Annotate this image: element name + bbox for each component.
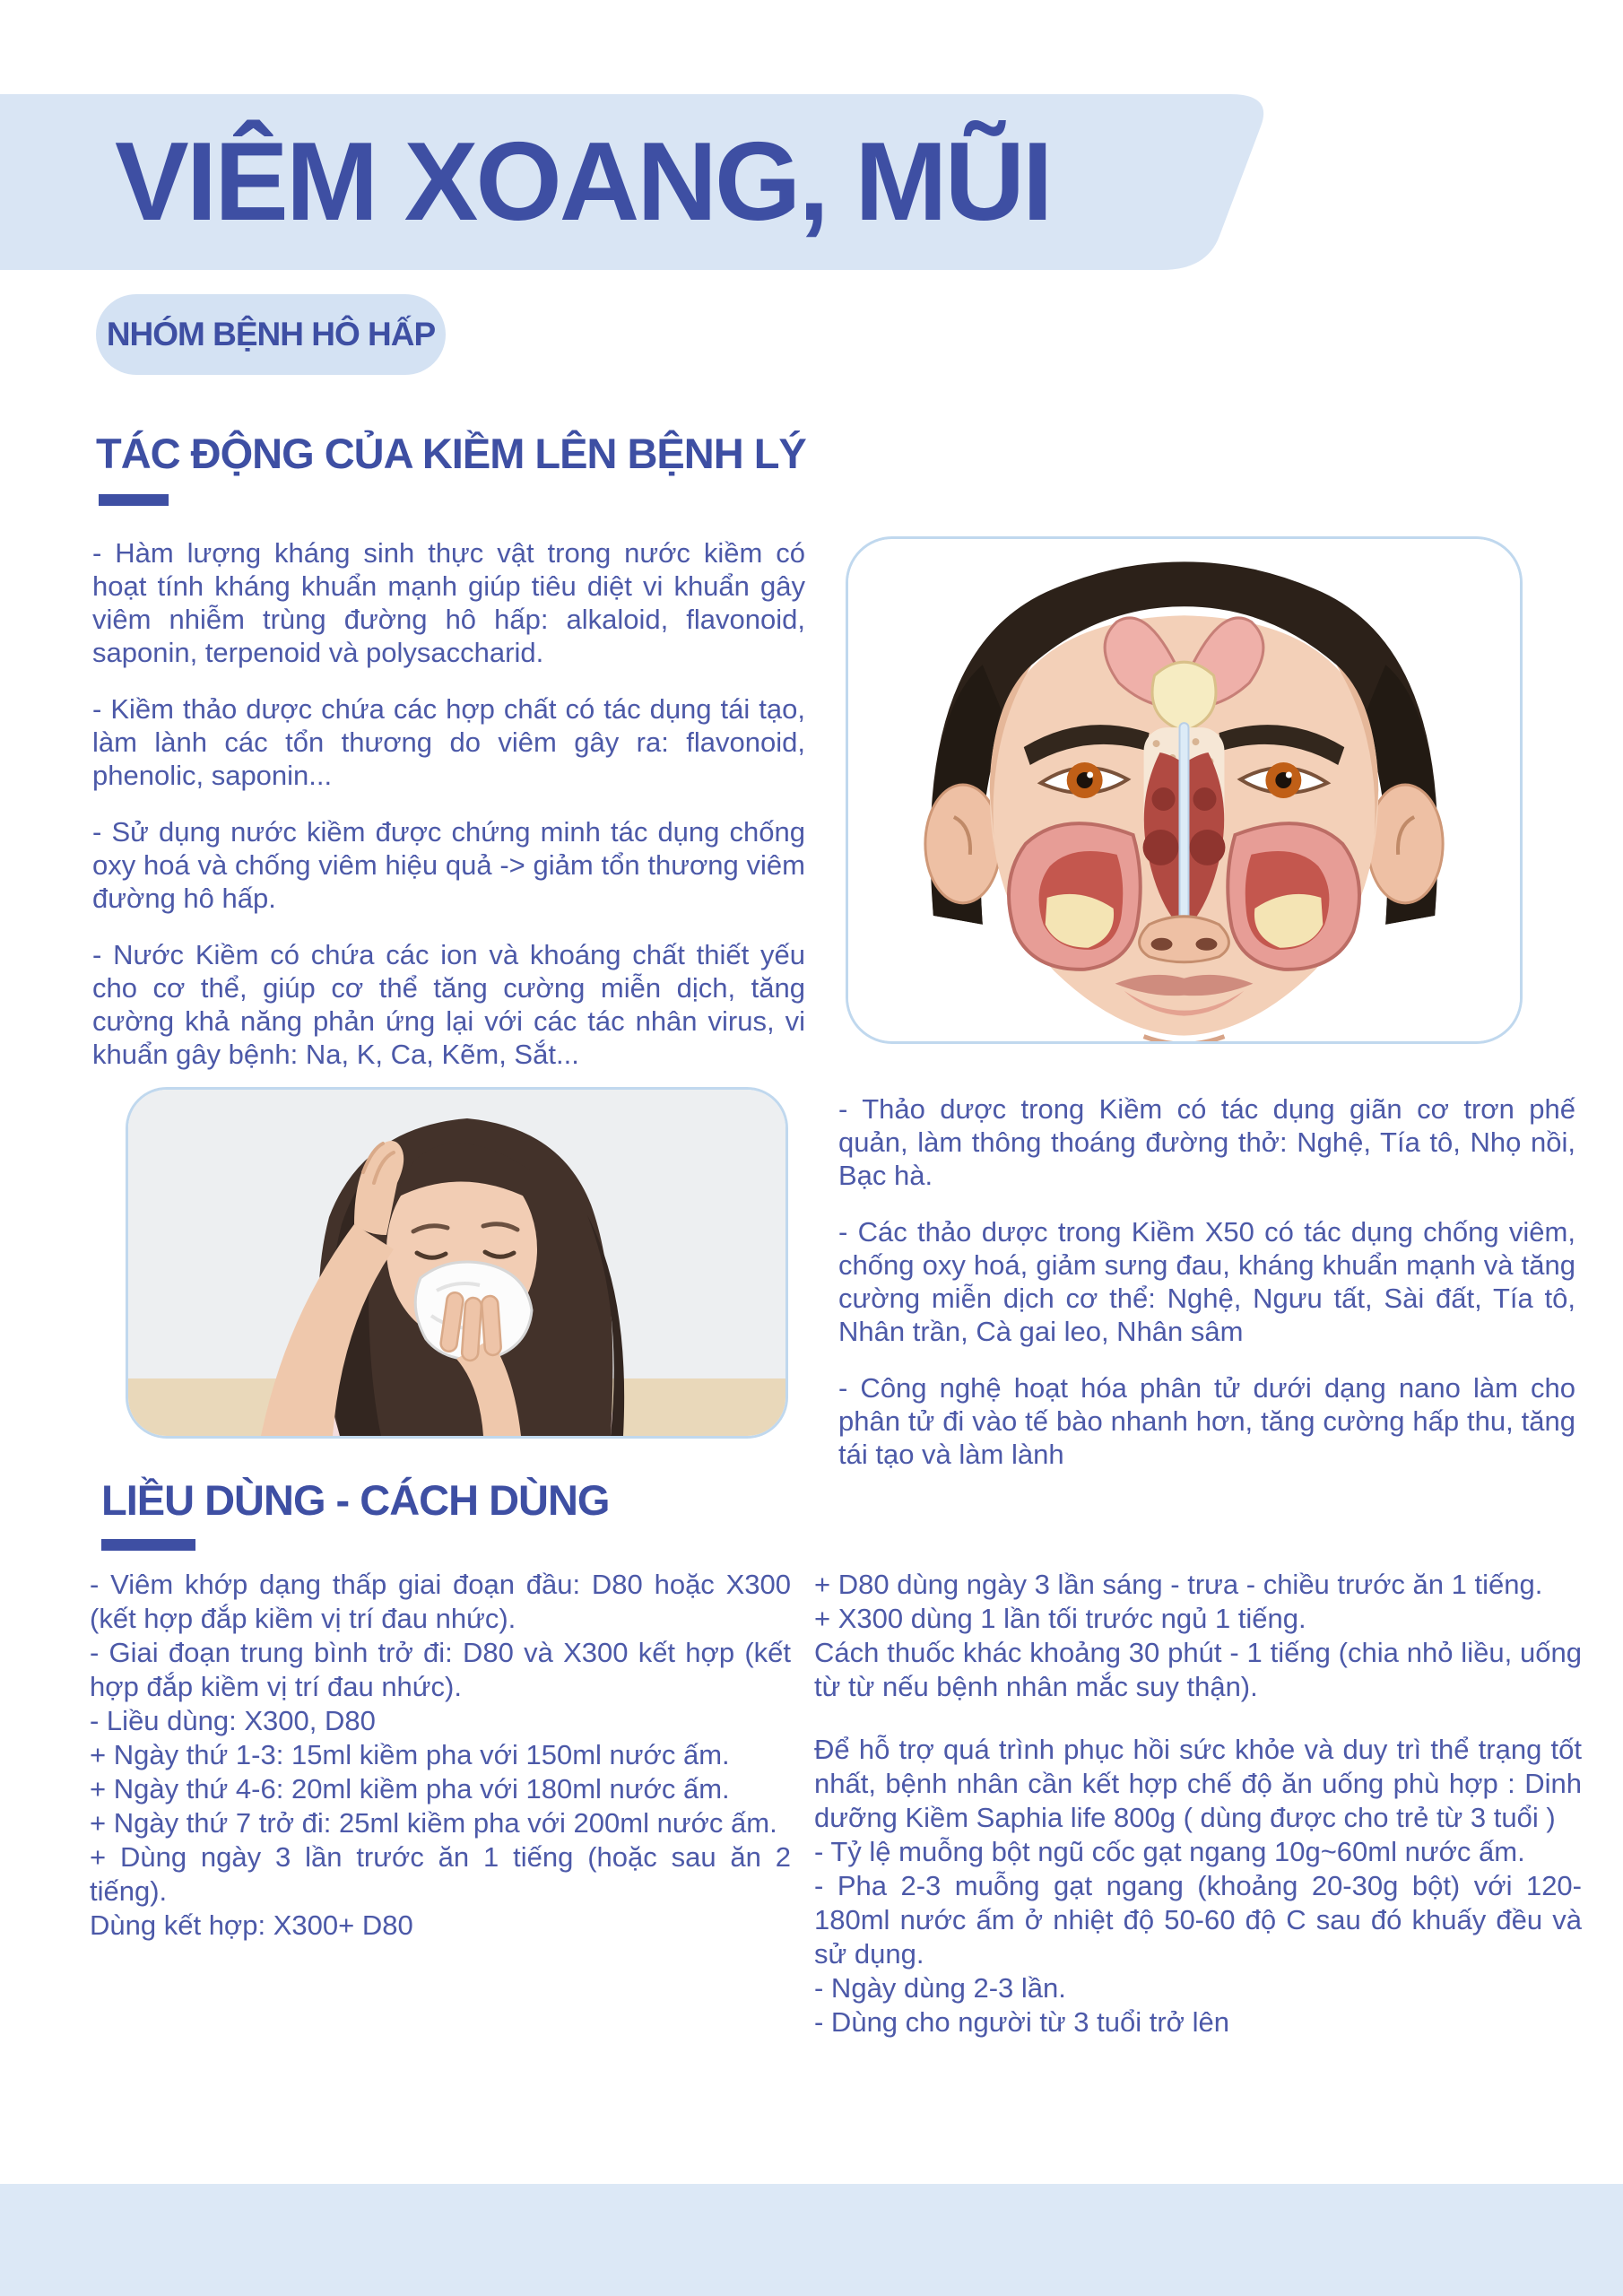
woman-photo-card <box>126 1087 788 1439</box>
dosage-heading-underline <box>101 1539 195 1551</box>
dosage-line: - Ngày dùng 2-3 lần. <box>814 1972 1066 2004</box>
sinus-anatomy-face-illustration <box>848 539 1520 1041</box>
impact-section-heading: TÁC ĐỘNG CỦA KIỀM LÊN BỆNH LÝ <box>96 430 806 477</box>
dosage-line: - Liều dùng: X300, D80 <box>90 1705 376 1736</box>
paragraph: - Sử dụng nước kiềm được chứng minh tác dụng chống oxy hoá và chống viêm hiệu quả -> giảm tổn thương viêm đường hô hấp. <box>92 816 805 914</box>
sinus-illustration-card <box>846 536 1523 1044</box>
impact-heading-underline <box>99 494 169 506</box>
dosage-line: - Tỷ lệ muỗng bột ngũ cốc gạt ngang 10g~60ml nước ấm. <box>814 1836 1525 1867</box>
category-pill <box>96 294 446 375</box>
paragraph: - Hàm lượng kháng sinh thực vật trong nước kiềm có hoạt tính kháng khuẩn mạnh giúp tiêu diệt vi khuẩn gây viêm nhiễm trùng đường hô hấp: alkaloid, flavonoid, saponin, terpenoid và polysaccharid. <box>92 537 805 668</box>
spacer <box>814 1704 1582 1733</box>
dosage-right-column <box>814 1568 1582 2039</box>
category-pill-label: NHÓM BỆNH HÔ HẤP <box>106 316 436 352</box>
dosage-line: + D80 dùng ngày 3 lần sáng - trưa - chiều trước ăn 1 tiếng. <box>814 1569 1543 1600</box>
dosage-line: Dùng kết hợp: X300+ D80 <box>90 1909 413 1941</box>
impact-left-column <box>92 536 805 1094</box>
dosage-section-heading: LIỀU DÙNG - CÁCH DÙNG <box>101 1476 610 1524</box>
dosage-line: + Ngày thứ 7 trở đi: 25ml kiềm pha với 200ml nước ấm. <box>90 1807 777 1839</box>
footer-band <box>0 2184 1623 2296</box>
woman-blowing-nose-photo <box>128 1090 785 1436</box>
dosage-line: Cách thuốc khác khoảng 30 phút - 1 tiếng (chia nhỏ liều, uống từ từ nếu bệnh nhân mắc suy thận). <box>814 1637 1582 1702</box>
dosage-line: + X300 dùng 1 lần tối trước ngủ 1 tiếng. <box>814 1603 1306 1634</box>
paragraph: - Thảo dược trong Kiềm có tác dụng giãn cơ trơn phế quản, làm thông thoáng đường thở: Nghệ, Tía tô, Nhọ nồi, Bạc hà. <box>838 1093 1575 1191</box>
dosage-line: - Viêm khớp dạng thấp giai đoạn đầu: D80 hoặc X300 (kết hợp đắp kiềm vị trí đau nhức). <box>90 1569 791 1634</box>
impact-right-column <box>838 1092 1575 1494</box>
dosage-line: + Ngày thứ 1-3: 15ml kiềm pha với 150ml nước ấm. <box>90 1739 730 1770</box>
dosage-line: Để hỗ trợ quá trình phục hồi sức khỏe và duy trì thể trạng tốt nhất, bệnh nhân cần kết hợp chế độ ăn uống phù hợp : Dinh dưỡng Kiềm Saphia life 800g ( dùng được cho trẻ từ 3 tuổi ) <box>814 1734 1582 1833</box>
dosage-line: - Dùng cho người từ 3 tuổi trở lên <box>814 2006 1229 2038</box>
paragraph: - Nước Kiềm có chứa các ion và khoáng chất thiết yếu cho cơ thể, giúp cơ thể tăng cường miễn dịch, tăng cường khả năng phản ứng lại với các tác nhân virus, vi khuẩn gây bệnh: Na, K, Ca, Kẽm, Sắt... <box>92 939 805 1070</box>
dosage-line: + Dùng ngày 3 lần trước ăn 1 tiếng (hoặc sau ăn 2 tiếng). <box>90 1841 791 1907</box>
dosage-line: - Pha 2-3 muỗng gạt ngang (khoảng 20-30g bột) với 120-180ml nước ấm ở nhiệt độ 50-60 độ C sau đó khuấy đều và sử dụng. <box>814 1870 1582 1970</box>
dosage-left-column <box>90 1568 791 1943</box>
page-title: VIÊM XOANG, MŨI <box>115 120 1051 244</box>
paragraph: - Kiềm thảo dược chứa các hợp chất có tác dụng tái tạo, làm lành các tổn thương do viêm gây ra: flavonoid, phenolic, saponin... <box>92 693 805 791</box>
dosage-line: + Ngày thứ 4-6: 20ml kiềm pha với 180ml nước ấm. <box>90 1773 730 1805</box>
paragraph: - Các thảo dược trong Kiềm X50 có tác dụng chống viêm, chống oxy hoá, giảm sưng đau, kháng khuẩn mạnh và tăng cường miễn dịch cơ thể: Nghệ, Ngưu tất, Sài đất, Tía tô, Nhân trần, Cà gai leo, Nhân sâm <box>838 1216 1575 1347</box>
dosage-line: - Giai đoạn trung bình trở đi: D80 và X300 kết hợp (kết hợp đắp kiềm vị trí đau nhức). <box>90 1637 791 1702</box>
paragraph: - Công nghệ hoạt hóa phân tử dưới dạng nano làm cho phân tử đi vào tế bào nhanh hơn, tăng cường hấp thu, tăng tái tạo và làm lành <box>838 1372 1575 1470</box>
